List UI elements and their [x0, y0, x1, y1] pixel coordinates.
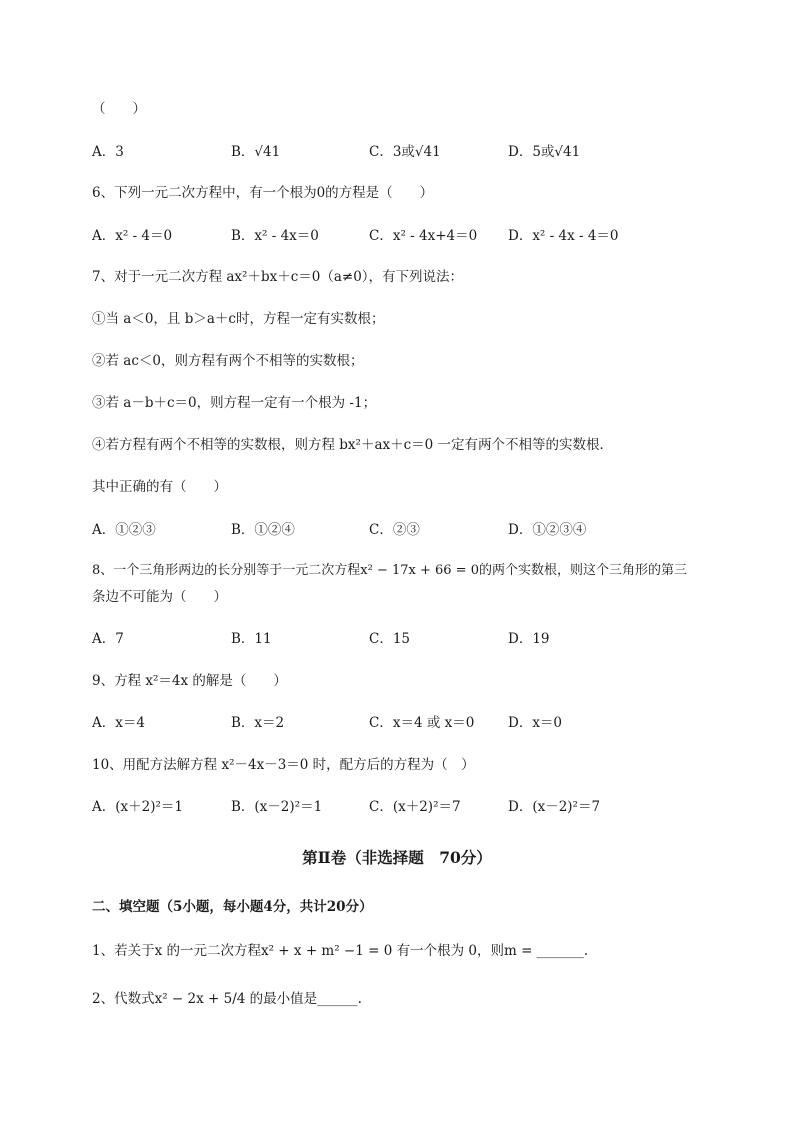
- q9-stem: 9、方程 x²＝4x 的解是（ ）: [92, 673, 287, 689]
- q10-option-b: B．(x－2)²＝1: [231, 799, 323, 815]
- q7-option-b: B．①②④: [231, 522, 295, 538]
- part-2-title: 第Ⅱ卷（非选择题 70分）: [302, 848, 492, 867]
- q5-option-d: D．5或√41: [508, 144, 581, 160]
- q5-option-c: C．3或√41: [369, 144, 441, 160]
- q9-option-d: D．x＝0: [508, 715, 563, 731]
- fill-in-question-1: 1、若关于x 的一元二次方程x² + x + m² −1 = 0 有一个根为 0，则m = _______.: [92, 943, 589, 959]
- q7-option-d: D．①②③④: [508, 522, 587, 538]
- q6-option-a: A．x² - 4＝0: [92, 228, 173, 244]
- fill-in-question-2: 2、代数式x² − 2x + 5/4 的最小值是______.: [92, 991, 362, 1007]
- q7-statement-3: ③若 a－b＋c＝0，则方程一定有一个根为 -1；: [92, 395, 377, 411]
- section-2-heading: 二、填空题（5小题，每小题4分，共计20分）: [92, 899, 373, 915]
- q7-statement-4: ④若方程有两个不相等的实数根，则方程 bx²＋ax＋c＝0 一定有两个不相等的实数根．: [92, 437, 614, 453]
- q8-option-a: A．7: [92, 631, 124, 647]
- q6-option-c: C．x² - 4x+4＝0: [369, 228, 478, 244]
- q8-stem-line-1: 8、一个三角形两边的长分别等于一元二次方程x² − 17x + 66 = 0的两个实数根，则这个三角形的第三: [92, 563, 687, 578]
- q6-stem: 6、下列一元二次方程中，有一个根为0的方程是（ ）: [92, 185, 434, 201]
- q10-option-d: D．(x－2)²＝7: [508, 799, 601, 815]
- q10-option-c: C．(x＋2)²＝7: [369, 799, 461, 815]
- q8-option-b: B．11: [231, 631, 272, 647]
- q10-stem: 10、用配方法解方程 x²－4x－3＝0 时，配方后的方程为（ ）: [92, 757, 475, 773]
- q5-option-b: B．√41: [231, 144, 281, 160]
- q6-option-b: B．x² - 4x＝0: [231, 228, 319, 244]
- continued-answer-parens: （ ）: [92, 101, 146, 117]
- q7-prompt: 其中正确的有（ ）: [92, 479, 227, 495]
- q9-option-c: C．x＝4 或 x＝0: [369, 715, 475, 731]
- q8-option-c: C．15: [369, 631, 411, 647]
- q9-option-b: B．x＝2: [231, 715, 285, 731]
- q7-option-c: C．②③: [369, 522, 420, 538]
- q9-option-a: A．x＝4: [92, 715, 145, 731]
- q7-statement-1: ①当 a＜0，且 b＞a＋c时，方程一定有实数根；: [92, 311, 385, 327]
- q10-option-a: A．(x＋2)²＝1: [92, 799, 183, 815]
- q8-option-d: D．19: [508, 631, 550, 647]
- q8-stem-line-2: 条边不可能为（ ）: [92, 589, 227, 605]
- q7-stem: 7、对于一元二次方程 ax²＋bx＋c＝0（a≠0），有下列说法：: [92, 269, 464, 285]
- q5-option-a: A．3: [92, 144, 124, 160]
- q7-statement-2: ②若 ac＜0，则方程有两个不相等的实数根；: [92, 353, 364, 369]
- q7-option-a: A．①②③: [92, 522, 156, 538]
- q6-option-d: D．x² - 4x - 4＝0: [508, 228, 619, 244]
